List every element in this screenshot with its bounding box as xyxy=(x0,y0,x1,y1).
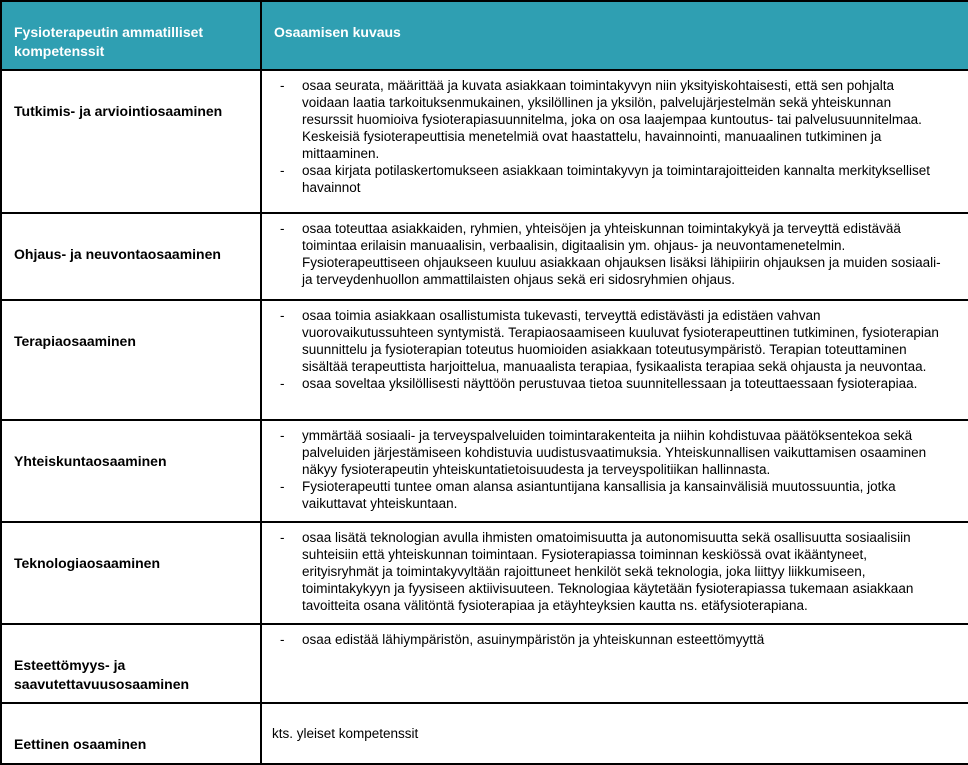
table-row-esteettomyys-ja-saavutettavuusosaaminen xyxy=(1,624,968,703)
description-cell xyxy=(261,703,968,764)
bullet-item xyxy=(272,220,944,288)
description-cell xyxy=(261,522,968,624)
table-row-terapiaosaaminen xyxy=(1,300,968,420)
bullet-dash: - xyxy=(280,78,285,93)
description-cell xyxy=(261,420,968,522)
table-row-eettinen-osaaminen xyxy=(1,703,968,764)
table-header-row xyxy=(1,1,968,70)
bullet-item xyxy=(272,307,944,375)
table-row-teknologiaosaaminen xyxy=(1,522,968,624)
competence-name: Tutkimis- ja arviointiosaaminen xyxy=(1,70,261,213)
header-cell-competences: Fysioterapeutin ammatilliset kompetenssit xyxy=(1,1,261,70)
bullet-dash: - xyxy=(280,376,285,391)
bullet-dash: - xyxy=(280,308,285,323)
table-row-tutkimis-ja-arviointiosaaminen xyxy=(1,70,968,213)
competence-name: Eettinen osaaminen xyxy=(1,703,261,764)
bullet-dash: - xyxy=(280,530,285,545)
competence-name: Ohjaus- ja neuvontaosaaminen xyxy=(1,213,261,300)
bullet-dash: - xyxy=(280,632,285,647)
bullet-dash: - xyxy=(280,163,285,178)
competence-name: Teknologiaosaaminen xyxy=(1,522,261,624)
bullet-item xyxy=(272,77,944,162)
bullet-dash: - xyxy=(280,428,285,443)
description-cell xyxy=(261,624,968,703)
bullet-text: ymmärtää sosiaali- ja terveyspalveluiden toimintarakenteita ja niihin kohdistuvaa päätöksentekoa sekä palveluiden järjestämiseen kohdistuvia uudistusvaatimuksia. Yhteiskunnallisen vaikuttamisen osaaminen näkyy fysioterapeutin yhteiskuntatietoisuudesta ja terveyspolitiikan hallinnasta. xyxy=(302,428,927,477)
bullet-text: osaa edistää lähiympäristön, asuinympäristön ja yhteiskunnan esteettömyyttä xyxy=(302,632,765,647)
bullet-text: osaa toimia asiakkaan osallistumista tukevasti, terveyttä edistävästi ja edistäen vahvan vuorovaikutussuhteen syntymistä. Terapiaosaamiseen kuuluvat fysioterapeuttinen tutkiminen, fysioterapian suunnittelu ja fysioterapian toteutus huomioiden asiakkaan toteutusympäristö. Terapian toteuttaminen sisältää terapeuttista harjoittelua, manuaalista terapiaa, fysikaalista terapiaa sekä ohjausta ja neuvontaa. xyxy=(302,308,939,374)
competence-name: Yhteiskuntaosaaminen xyxy=(1,420,261,522)
description-cell xyxy=(261,213,968,300)
bullet-text: osaa seurata, määrittää ja kuvata asiakkaan toimintakyvyn niin yksityiskohtaisesti, että sen pohjalta voidaan laatia tarkoituksenmukainen, yksilöllinen ja yksilön, palvelujärjestelmän sekä yhteiskunnan resurssit huomioiva fysioterapiasuunnitelma, joka on osa laajempaa kuntoutus- tai palvelusuunnitelmaa. Keskeisiä fysioterapeuttisia menetelmiä ovat haastattelu, havainnointi, manuaalinen tutkiminen ja mittaaminen. xyxy=(302,78,922,161)
description-cell xyxy=(261,300,968,420)
table-row-ohjaus-ja-neuvontaosaaminen xyxy=(1,213,968,300)
table-row-yhteiskuntaosaaminen xyxy=(1,420,968,522)
bullet-dash: - xyxy=(280,479,285,494)
plain-text: kts. yleiset kompetenssit xyxy=(272,726,419,741)
bullet-text: osaa toteuttaa asiakkaiden, ryhmien, yhteisöjen ja yhteiskunnan toimintakykyä ja terveyttä edistävää toimintaa erilaisin manuaalisin, verbaalisin, digitaalisin ym. ohjaus- ja neuvontamenetelmin. Fysioterapeuttiseen ohjaukseen kuuluu asiakkaan ohjauksen lisäksi lähipiirin ohjauksen ja muiden sosiaali- ja terveydenhuollon ammattilaisten ohjaus sekä eri sidosryhmien ohjaus. xyxy=(302,221,941,287)
bullet-item xyxy=(272,427,944,478)
bullet-item xyxy=(272,478,944,512)
bullet-text: Fysioterapeutti tuntee oman alansa asiantuntijana kansallisia ja kansainvälisiä muutossuuntia, jotka vaikuttavat yhteiskuntaan. xyxy=(302,479,896,511)
description-cell xyxy=(261,70,968,213)
bullet-item xyxy=(272,529,944,614)
bullet-text: osaa soveltaa yksilöllisesti näyttöön perustuvaa tietoa suunnitellessaan ja toteuttaessaan fysioterapiaa. xyxy=(302,376,918,391)
bullet-item xyxy=(272,631,944,648)
competence-name: Esteettömyys- ja saavutettavuusosaaminen xyxy=(1,624,261,703)
bullet-text: osaa kirjata potilaskertomukseen asiakkaan toimintakyvyn ja toimintarajoitteiden kannalta merkitykselliset havainnot xyxy=(302,163,931,195)
competence-name: Terapiaosaaminen xyxy=(1,300,261,420)
bullet-item xyxy=(272,375,944,392)
bullet-text: osaa lisätä teknologian avulla ihmisten omatoimisuutta ja autonomisuutta sekä osallisuutta sosiaalisiin suhteisiin että yhteiskunnan toimintaan. Fysioterapiassa toiminnan keskiössä ovat ikääntyneet, erityisryhmät ja toimintakyvyltään rajoittuneet henkilöt sekä teknologia, joka liittyy liikkumiseen, toimintakykyyn ja fyysiseen aktiivisuuteen. Teknologiaa käytetään fysioterapiassa tukemaan asiakkaan tavoitteita osana välitöntä fysioterapiaa ja etäyhteyksien kautta ns. etäfysioterapiana. xyxy=(302,530,914,613)
bullet-item xyxy=(272,162,944,196)
bullet-dash: - xyxy=(280,221,285,236)
header-cell-description: Osaamisen kuvaus xyxy=(261,1,968,70)
